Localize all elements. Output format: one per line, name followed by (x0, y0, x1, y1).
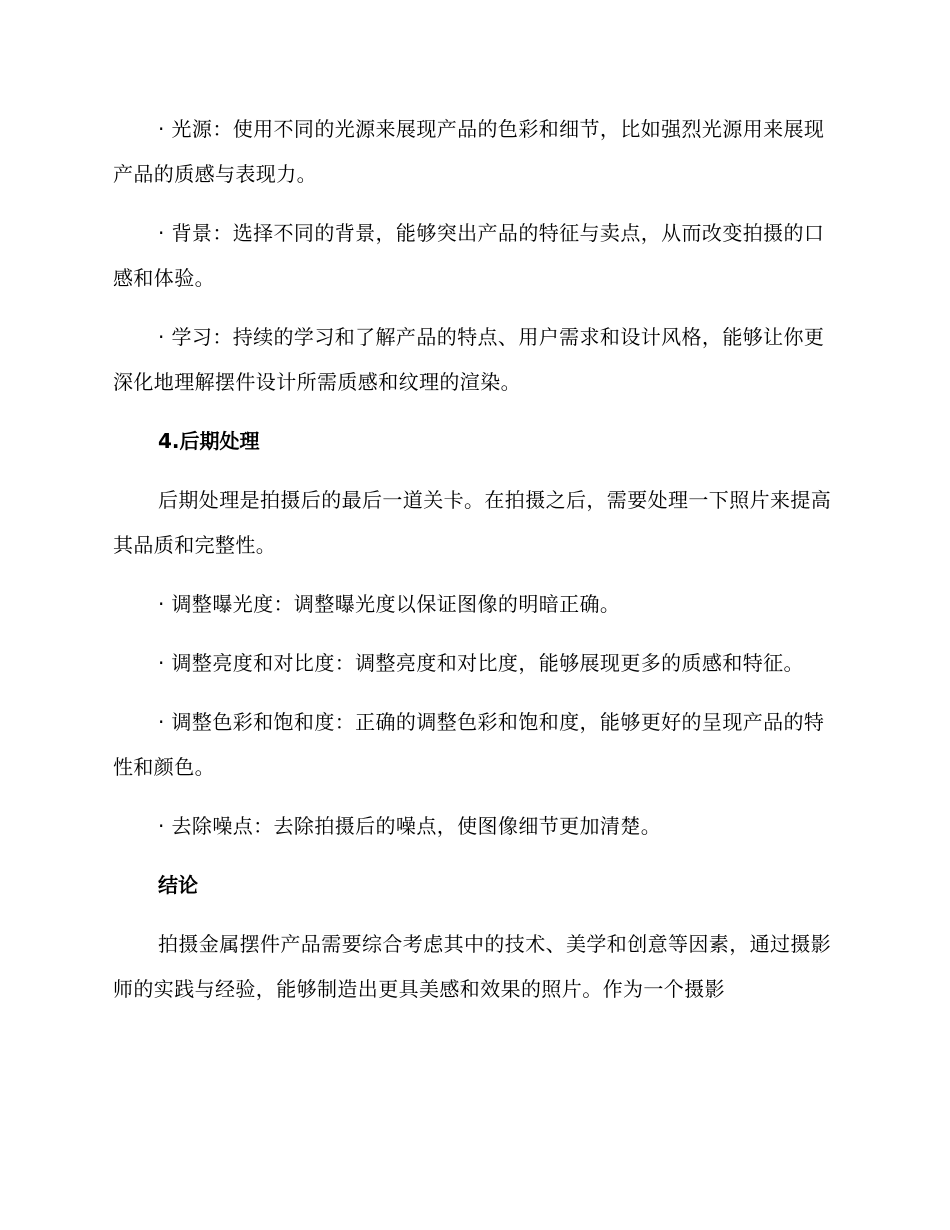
bullet-brightness-contrast: · 调整亮度和对比度：调整亮度和对比度，能够展现更多的质感和特征。 (158, 651, 804, 675)
document-body (113, 107, 838, 1026)
post-processing-intro: 后期处理是拍摄后的最后一道关卡。在拍摄之后，需要处理一下照片来提高其品质和完整性。 (113, 488, 832, 557)
conclusion-paragraph: 拍摄金属摆件产品需要综合考虑其中的技术、美学和创意等因素，通过摄影师的实践与经验，能够制造出更具美感和效果的照片。作为一个摄影 (113, 932, 832, 1001)
bullet-lighting: · 光源：使用不同的光源来展现产品的色彩和细节，比如强烈光源用来展现产品的质感与表现力。 (113, 117, 825, 186)
bullet-noise-removal: · 去除噪点：去除拍摄后的噪点，使图像细节更加清楚。 (158, 814, 662, 838)
bullet-color-saturation: · 调整色彩和饱和度：正确的调整色彩和饱和度，能够更好的呈现产品的特性和颜色。 (113, 710, 825, 779)
section-heading-conclusion: 结论 (158, 873, 198, 897)
bullet-background: · 背景：选择不同的背景，能够突出产品的特征与卖点，从而改变拍摄的口感和体验。 (113, 221, 825, 290)
bullet-exposure: · 调整曝光度：调整曝光度以保证图像的明暗正确。 (158, 592, 621, 616)
section-heading-post-processing: 4.后期处理 (158, 429, 260, 453)
bullet-learning: · 学习：持续的学习和了解产品的特点、用户需求和设计风格，能够让你更深化地理解摆件设计所需质感和纹理的渲染。 (113, 325, 825, 394)
